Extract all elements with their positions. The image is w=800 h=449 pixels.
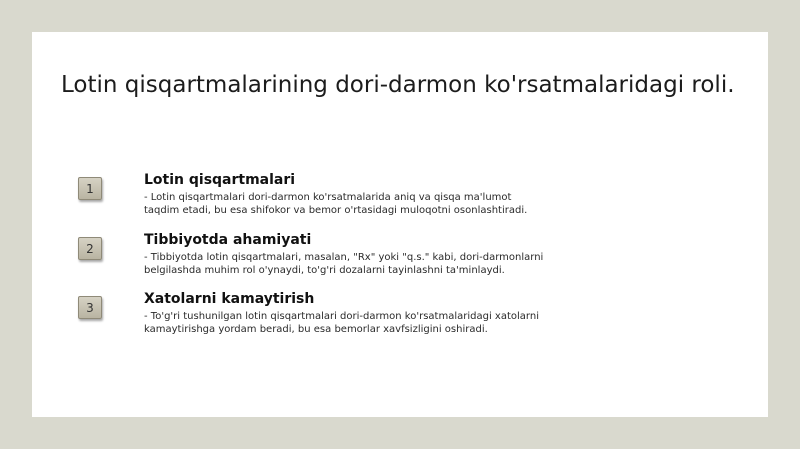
number-badge: 2 [78, 237, 102, 260]
item-heading: Tibbiyotda ahamiyati [144, 232, 312, 248]
item-description: - To'g'ri tushunilgan lotin qisqartmalari dori-darmon ko'rsatmalaridagi xatolarni kamaytirishga yordam beradi, bu esa bemorlar xavfsizligini oshiradi. [144, 311, 539, 335]
item-content [144, 232, 544, 277]
item-description: - Tibbiyotda lotin qisqartmalari, masalan, "Rx" yoki "q.s." kabi, dori-darmonlarni belgilashda muhim rol o'ynaydi, to'g'ri dozalarni tayinlashni ta'minlaydi. [144, 252, 544, 276]
slide [32, 32, 768, 417]
number-badge: 1 [78, 177, 102, 200]
slide-title: Lotin qisqartmalarining dori-darmon ko'rsatmalaridagi roli. [61, 72, 735, 98]
item-description: - Lotin qisqartmalari dori-darmon ko'rsatmalarida aniq va qisqa ma'lumot taqdim etadi, bu esa shifokor va bemor o'rtasidagi muloqotni osonlashtiradi. [144, 192, 528, 216]
item-content [144, 172, 544, 217]
item-content [144, 291, 544, 336]
item-heading: Lotin qisqartmalari [144, 172, 296, 188]
number-badge: 3 [78, 296, 102, 319]
item-heading: Xatolarni kamaytirish [144, 291, 315, 307]
